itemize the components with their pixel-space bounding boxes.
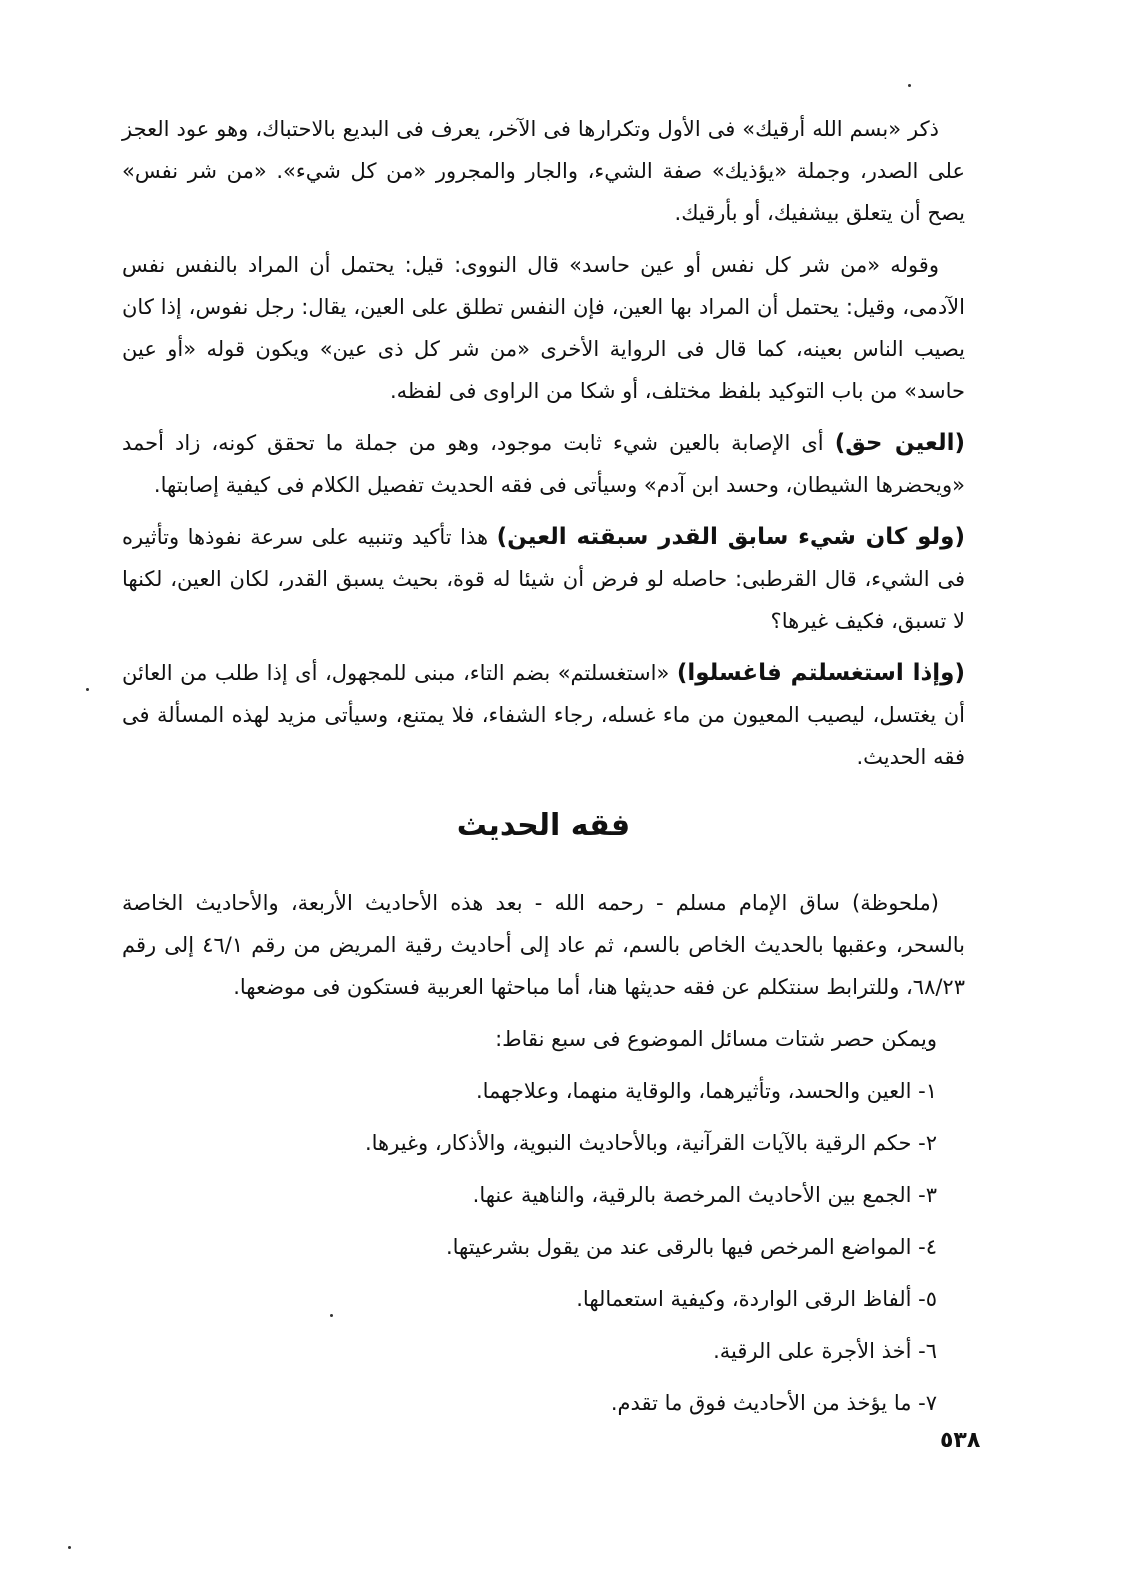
paragraph-lead: (ولو كان شيء سابق القدر سبقته العين): [496, 524, 965, 550]
points-list: [122, 1070, 965, 1424]
scan-speck: [86, 688, 89, 691]
paragraph-lead: (العين حق): [834, 430, 965, 456]
paragraph-ghusl: [122, 652, 965, 778]
paragraph-nafs: [122, 244, 965, 412]
paragraph-lead: (وإذا استغسلتم فاغسلوا): [676, 660, 965, 686]
paragraph-text: أى الإصابة بالعين شيء ثابت موجود، وهو من جملة ما تحقق كونه، زاد أحمد «ويحضرها الشيطان، وحسد ابن آدم» وسيأتى فى فقه الحديث تفصيل الكلام فى كيفية إصابتها.: [122, 431, 965, 497]
paragraph-text: هذا تأكيد وتنبيه على سرعة نفوذها وتأثيره فى الشيء، قال القرطبى: حاصله لو فرض أن شيئا له قوة، بحيث يسبق القدر، لكان العين، لكنها لا تسبق، فكيف غيرها؟: [122, 525, 965, 633]
paragraph-text: وقوله «من شر كل نفس أو عين حاسد» قال النووى: قيل: يحتمل أن المراد بالنفس نفس الآدمى، وقيل: يحتمل أن المراد بها العين، فإن النفس تطلق على العين، يقال: رجل نفوس، إذا كان يصيب الناس بعينه، كما قال فى الرواية الأخرى «من شر كل ذى عين» ويكون قوله «أو عين حاسد» من باب التوكيد بلفظ مختلف، أو شكا من الراوى فى لفظه.: [122, 253, 965, 403]
list-item: ٢- حكم الرقية بالآيات القرآنية، وبالأحاديث النبوية، والأذكار، وغيرها.: [364, 1131, 937, 1155]
scan-speck: [330, 1314, 333, 1317]
list-item: ١- العين والحسد، وتأثيرهما، والوقاية منهما، وعلاجهما.: [475, 1079, 937, 1103]
scan-speck: [68, 1546, 71, 1549]
scan-speck: [908, 84, 911, 87]
note-paragraph: (ملحوظة) ساق الإمام مسلم - رحمه الله - بعد هذه الأحاديث الأربعة، والأحاديث الخاصة بالسحر، وعقبها بالحديث الخاص بالسم، ثم عاد إلى أحاديث رقية المريض من رقم ٤٦/١ إلى رقم ٦٨/٢٣، وللترابط سنتكلم عن فقه حديثها هنا، أما مباحثها العربية فستكون فى موضعها.: [122, 891, 965, 999]
paragraph-ayn-haqq: [122, 422, 965, 506]
list-item: ٣- الجمع بين الأحاديث المرخصة بالرقية، والناهية عنها.: [472, 1183, 937, 1207]
paragraph-qadar: [122, 516, 965, 642]
list-item: ٥- ألفاظ الرقى الواردة، وكيفية استعمالها.: [576, 1287, 937, 1311]
list-item: ٧- ما يؤخذ من الأحاديث فوق ما تقدم.: [610, 1391, 937, 1415]
section-heading: فقه الحديث: [456, 808, 631, 843]
paragraph-text: «استغسلتم» بضم التاء، مبنى للمجهول، أى إذا طلب من العائن أن يغتسل، ليصيب المعيون من ماء غسله، رجاء الشفاء، فلا يمتنع، وسيأتى مزيد لهذه المسألة فى فقه الحديث.: [122, 661, 965, 769]
page-body: [122, 108, 965, 1434]
paragraph-basmala: [122, 108, 965, 234]
points-intro: ويمكن حصر شتات مسائل الموضوع فى سبع نقاط:: [495, 1027, 937, 1051]
list-item: ٦- أخذ الأجرة على الرقية.: [713, 1339, 937, 1363]
paragraph-text: ذكر «بسم الله أرقيك» فى الأول وتكرارها فى الآخر، يعرف فى البديع بالاحتباك، وهو عود العجز على الصدر، وجملة «يؤذيك» صفة الشيء، والجار والمجرور «من كل شيء». «من شر نفس» يصح أن يتعلق بيشفيك، أو بأرقيك.: [122, 117, 965, 225]
list-item: ٤- المواضع المرخص فيها بالرقى عند من يقول بشرعيتها.: [445, 1235, 937, 1259]
page-number: ٥٣٨: [940, 1428, 981, 1453]
